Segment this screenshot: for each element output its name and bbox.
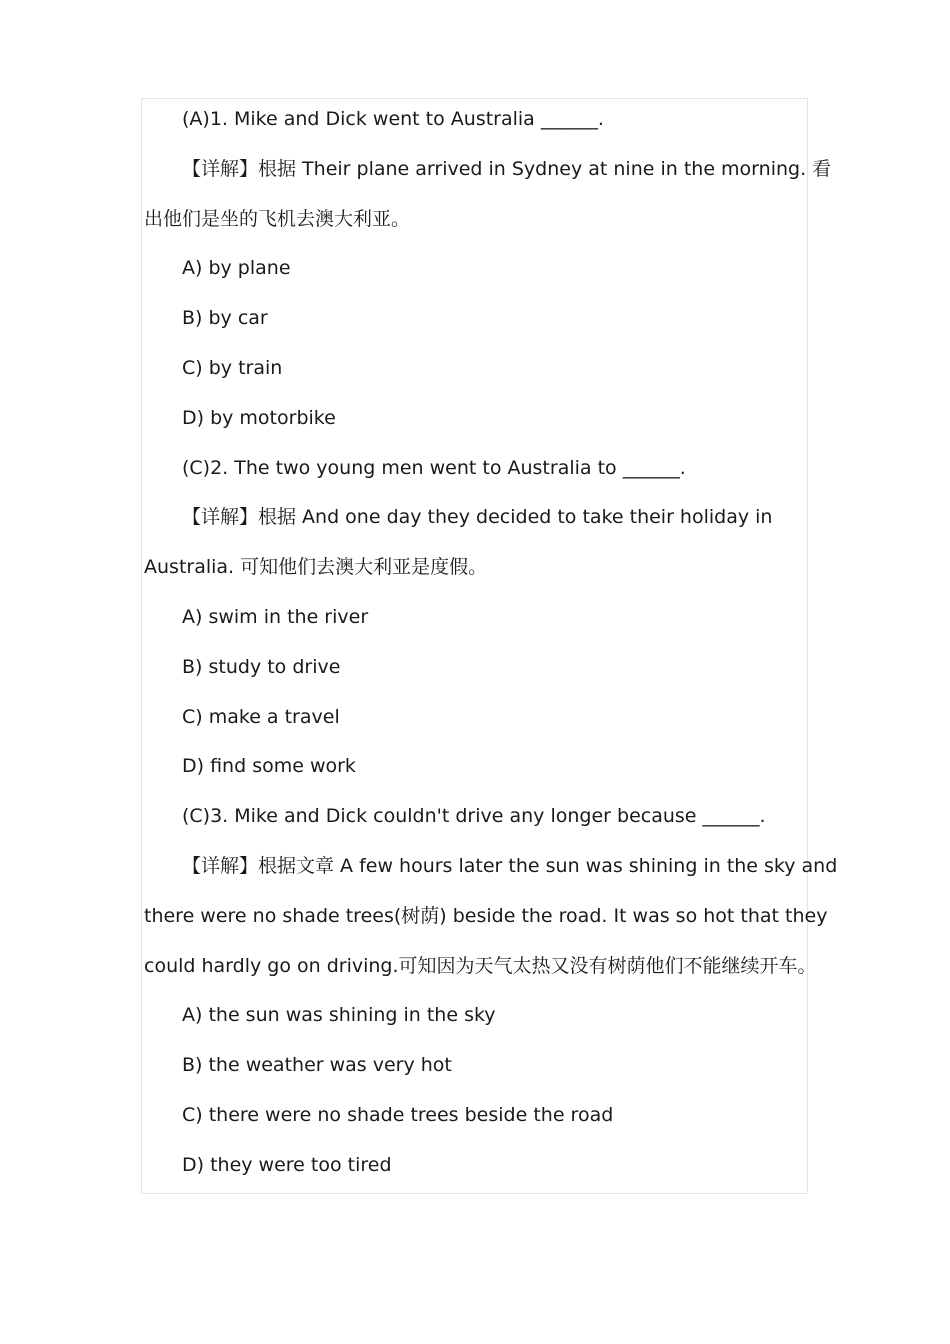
q2-option-d: D) find some work — [182, 755, 356, 778]
question-3: (C)3. Mike and Dick couldn't drive any longer because ______. — [182, 805, 766, 828]
question-1: (A)1. Mike and Dick went to Australia ______. — [182, 108, 604, 130]
q1-option-d: D) by motorbike — [182, 406, 336, 429]
q2-option-a: A) swim in the river — [182, 605, 369, 628]
q1-option-b: B) by car — [182, 307, 268, 330]
q3-option-b: B) the weather was very hot — [182, 1054, 452, 1077]
question-2: (C)2. The two young men went to Australia to ______. — [182, 456, 686, 479]
explanation-3-line-2: there were no shade trees(树荫) beside the road. It was so hot that they — [144, 904, 828, 927]
q2-option-c: C) make a travel — [182, 705, 340, 728]
explanation-1-line-2: 出他们是坐的飞机去澳大利亚。 — [144, 207, 411, 230]
explanation-2-line-2: Australia. 可知他们去澳大利亚是度假。 — [144, 556, 488, 579]
explanation-3-line-3: could hardly go on driving.可知因为天气太热又没有树荫他们不能继续开车。 — [144, 954, 817, 977]
explanation-1-line-1: 【详解】根据 Their plane arrived in Sydney at nine in the morning. 看 — [182, 157, 832, 180]
q1-option-c: C) by train — [182, 356, 283, 379]
q3-option-a: A) the sun was shining in the sky — [182, 1004, 496, 1027]
q3-option-c: C) there were no shade trees beside the road — [182, 1103, 614, 1126]
q3-option-d: D) they were too tired — [182, 1153, 392, 1176]
explanation-3-line-1: 【详解】根据文章 A few hours later the sun was shining in the sky and — [182, 854, 838, 877]
q2-option-b: B) study to drive — [182, 655, 341, 678]
explanation-2-line-1: 【详解】根据 And one day they decided to take their holiday in — [182, 506, 773, 529]
document-body — [144, 95, 838, 1191]
q1-option-a: A) by plane — [182, 257, 291, 280]
